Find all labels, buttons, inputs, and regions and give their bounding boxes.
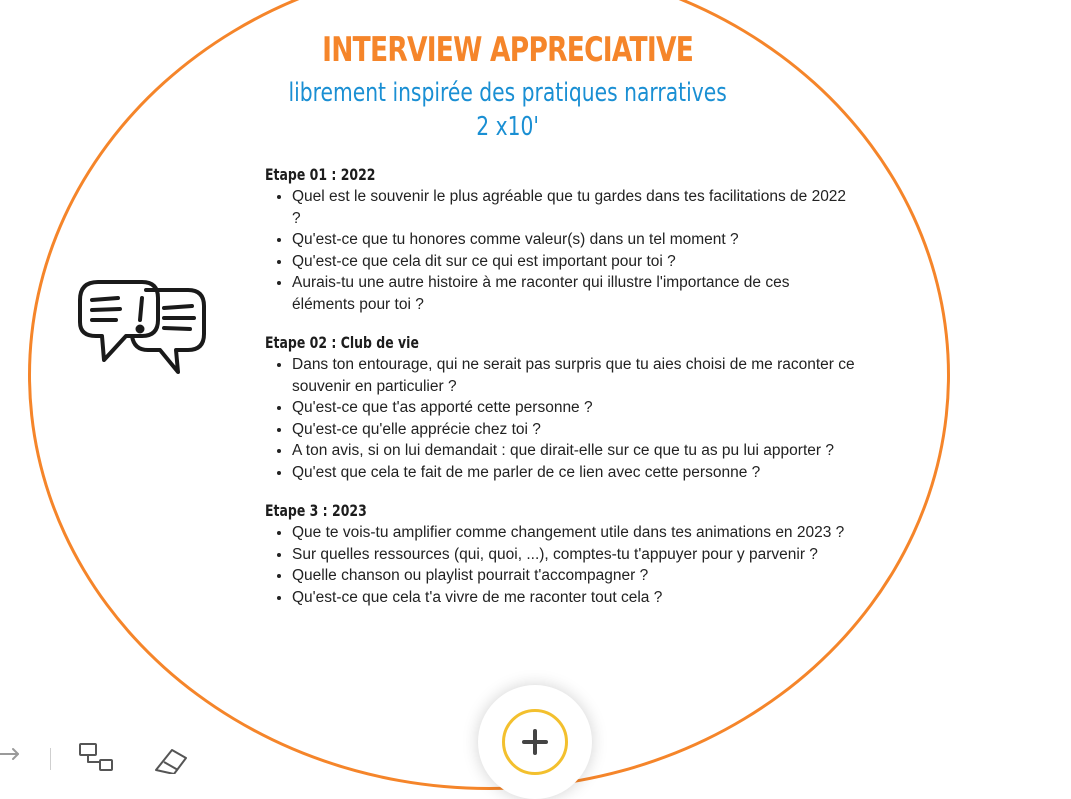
step-title: Etape 3 : 2023	[265, 501, 367, 520]
toolbar-divider	[50, 748, 51, 770]
question-item: • Quelle chanson ou playlist pourrait t'accompagner ?	[292, 565, 855, 587]
duration-label: 2 x10'	[476, 112, 539, 142]
steps-list	[265, 165, 855, 626]
question-list	[265, 354, 855, 483]
connector-icon[interactable]	[78, 742, 118, 779]
question-item: • Quel est le souvenir le plus agréable que tu gardes dans tes facilitations de 2022 ?	[292, 186, 855, 229]
question-item: • Qu'est-ce que t'as apporté cette personne ?	[292, 397, 855, 419]
question-list	[265, 186, 855, 315]
question-item: • A ton avis, si on lui demandait : que dirait-elle sur ce que tu as pu lui apporter ?	[292, 440, 855, 462]
page-title: INTERVIEW APPRECIATIVE	[322, 30, 694, 70]
question-list	[265, 522, 855, 608]
step-section	[265, 501, 855, 608]
arrow-right-icon[interactable]	[0, 744, 24, 769]
question-item: • Qu'est-ce qu'elle apprécie chez toi ?	[292, 419, 855, 441]
eraser-icon[interactable]	[152, 744, 192, 779]
speech-bubbles-icon	[76, 278, 208, 381]
step-title: Etape 02 : Club de vie	[265, 333, 419, 352]
page-subtitle: librement inspirée des pratiques narratives	[288, 78, 727, 108]
step-title: Etape 01 : 2022	[265, 165, 376, 184]
add-button[interactable]	[502, 709, 568, 775]
question-item: • Dans ton entourage, qui ne serait pas surpris que tu aies choisi de me raconter ce souvenir en particulier ?	[292, 354, 855, 397]
question-item: • Qu'est-ce que cela t'a vivre de me raconter tout cela ?	[292, 587, 855, 609]
question-item: • Sur quelles ressources (qui, quoi, ...), comptes-tu t'appuyer pour y parvenir ?	[292, 544, 855, 566]
question-item: • Qu'est-ce que tu honores comme valeur(s) dans un tel moment ?	[292, 229, 855, 251]
question-item: • Aurais-tu une autre histoire à me raconter qui illustre l'importance de ces éléments pour toi ?	[292, 272, 855, 315]
question-item: • Que te vois-tu amplifier comme changement utile dans tes animations en 2023 ?	[292, 522, 855, 544]
step-section	[265, 333, 855, 483]
step-section	[265, 165, 855, 315]
question-item: • Qu'est-ce que cela dit sur ce qui est important pour toi ?	[292, 251, 855, 273]
plus-icon	[521, 728, 549, 756]
question-item: • Qu'est que cela te fait de me parler de ce lien avec cette personne ?	[292, 462, 855, 484]
